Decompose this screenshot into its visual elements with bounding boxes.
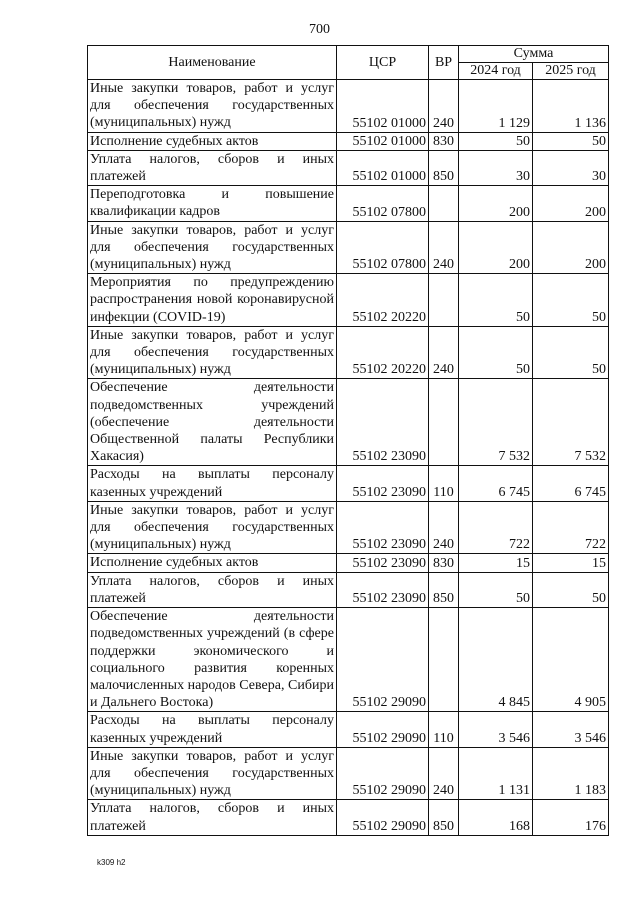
row-name: Мероприятия по предупреждению распространения новой коронавирусной инфекции (COVID-19): [88, 274, 337, 327]
row-value-2025: 176: [533, 800, 609, 835]
header-sum: Сумма: [459, 46, 609, 63]
row-csr: 55102 20220: [337, 326, 429, 379]
row-name: Исполнение судебных актов: [88, 554, 337, 572]
row-value-2024: 50: [459, 274, 533, 327]
row-value-2025: 722: [533, 501, 609, 554]
row-name: Иные закупки товаров, работ и услуг для обеспечения государственных (муниципальных) нужд: [88, 747, 337, 800]
row-csr: 55102 23090: [337, 554, 429, 572]
row-csr: 55102 29090: [337, 800, 429, 835]
row-value-2025: 200: [533, 221, 609, 274]
row-value-2025: 50: [533, 132, 609, 150]
row-vr: 830: [429, 554, 459, 572]
table-row: [88, 186, 609, 221]
row-vr: 110: [429, 466, 459, 501]
row-value-2024: 3 546: [459, 712, 533, 747]
page-number: 700: [309, 22, 330, 37]
row-name: Уплата налогов, сборов и иных платежей: [88, 150, 337, 185]
row-csr: 55102 23090: [337, 379, 429, 466]
row-vr: 850: [429, 150, 459, 185]
row-vr: 850: [429, 572, 459, 607]
table-row: [88, 221, 609, 274]
table-row: [88, 132, 609, 150]
table-row: [88, 501, 609, 554]
row-csr: 55102 20220: [337, 274, 429, 327]
row-value-2025: 1 183: [533, 747, 609, 800]
row-csr: 55102 01000: [337, 132, 429, 150]
row-vr: 830: [429, 132, 459, 150]
row-name: Расходы на выплаты персоналу казенных учреждений: [88, 466, 337, 501]
table-row: [88, 274, 609, 327]
table-row: [88, 150, 609, 185]
row-csr: 55102 07800: [337, 186, 429, 221]
row-csr: 55102 01000: [337, 150, 429, 185]
row-value-2024: 50: [459, 572, 533, 607]
header-name: Наименование: [88, 46, 337, 80]
table-row: [88, 608, 609, 712]
row-vr: 240: [429, 80, 459, 133]
row-name: Расходы на выплаты персоналу казенных учреждений: [88, 712, 337, 747]
row-value-2025: 4 905: [533, 608, 609, 712]
header-csr: ЦСР: [337, 46, 429, 80]
row-value-2024: 7 532: [459, 379, 533, 466]
row-value-2025: 7 532: [533, 379, 609, 466]
row-csr: 55102 29090: [337, 608, 429, 712]
header-vr: ВР: [429, 46, 459, 80]
header-row: [88, 46, 609, 63]
row-value-2024: 50: [459, 326, 533, 379]
table-row: [88, 466, 609, 501]
row-value-2024: 200: [459, 221, 533, 274]
footer-code: k309 h2: [97, 858, 126, 867]
row-value-2025: 6 745: [533, 466, 609, 501]
row-value-2025: 50: [533, 572, 609, 607]
row-csr: 55102 23090: [337, 466, 429, 501]
row-name: Иные закупки товаров, работ и услуг для обеспечения государственных (муниципальных) нужд: [88, 326, 337, 379]
row-vr: 110: [429, 712, 459, 747]
row-vr: 240: [429, 501, 459, 554]
table-row: [88, 712, 609, 747]
row-csr: 55102 07800: [337, 221, 429, 274]
header-year-2024: 2024 год: [459, 63, 533, 80]
row-vr: [429, 379, 459, 466]
row-value-2024: 4 845: [459, 608, 533, 712]
row-value-2025: 15: [533, 554, 609, 572]
row-name: Исполнение судебных актов: [88, 132, 337, 150]
budget-table: [87, 45, 609, 836]
row-csr: 55102 23090: [337, 501, 429, 554]
row-vr: [429, 186, 459, 221]
row-value-2025: 3 546: [533, 712, 609, 747]
row-value-2024: 200: [459, 186, 533, 221]
row-value-2024: 50: [459, 132, 533, 150]
row-value-2024: 722: [459, 501, 533, 554]
row-vr: [429, 608, 459, 712]
row-vr: 850: [429, 800, 459, 835]
row-csr: 55102 23090: [337, 572, 429, 607]
row-name: Обеспечение деятельности подведомственных учреждений (обеспечение деятельности Общественной палаты Республики Хакасия): [88, 379, 337, 466]
header-year-2025: 2025 год: [533, 63, 609, 80]
row-vr: 240: [429, 747, 459, 800]
row-value-2024: 1 131: [459, 747, 533, 800]
row-value-2025: 200: [533, 186, 609, 221]
row-name: Обеспечение деятельности подведомственных учреждений (в сфере поддержки экономического и социального развития коренных малочисленных народов Севера, Сибири и Дальнего Востока): [88, 608, 337, 712]
row-vr: 240: [429, 326, 459, 379]
table-row: [88, 80, 609, 133]
row-value-2024: 30: [459, 150, 533, 185]
row-value-2024: 168: [459, 800, 533, 835]
row-name: Иные закупки товаров, работ и услуг для обеспечения государственных (муниципальных) нужд: [88, 501, 337, 554]
row-value-2025: 50: [533, 326, 609, 379]
row-value-2025: 30: [533, 150, 609, 185]
table-row: [88, 379, 609, 466]
table-row: [88, 800, 609, 835]
row-csr: 55102 01000: [337, 80, 429, 133]
row-name: Иные закупки товаров, работ и услуг для обеспечения государственных (муниципальных) нужд: [88, 221, 337, 274]
row-value-2024: 15: [459, 554, 533, 572]
row-value-2024: 1 129: [459, 80, 533, 133]
row-vr: 240: [429, 221, 459, 274]
row-value-2024: 6 745: [459, 466, 533, 501]
table-row: [88, 326, 609, 379]
row-name: Переподготовка и повышение квалификации кадров: [88, 186, 337, 221]
row-csr: 55102 29090: [337, 712, 429, 747]
row-vr: [429, 274, 459, 327]
table-row: [88, 572, 609, 607]
row-name: Уплата налогов, сборов и иных платежей: [88, 800, 337, 835]
table-row: [88, 554, 609, 572]
row-name: Уплата налогов, сборов и иных платежей: [88, 572, 337, 607]
row-csr: 55102 29090: [337, 747, 429, 800]
row-value-2025: 50: [533, 274, 609, 327]
table-row: [88, 747, 609, 800]
row-value-2025: 1 136: [533, 80, 609, 133]
row-name: Иные закупки товаров, работ и услуг для обеспечения государственных (муниципальных) нужд: [88, 80, 337, 133]
